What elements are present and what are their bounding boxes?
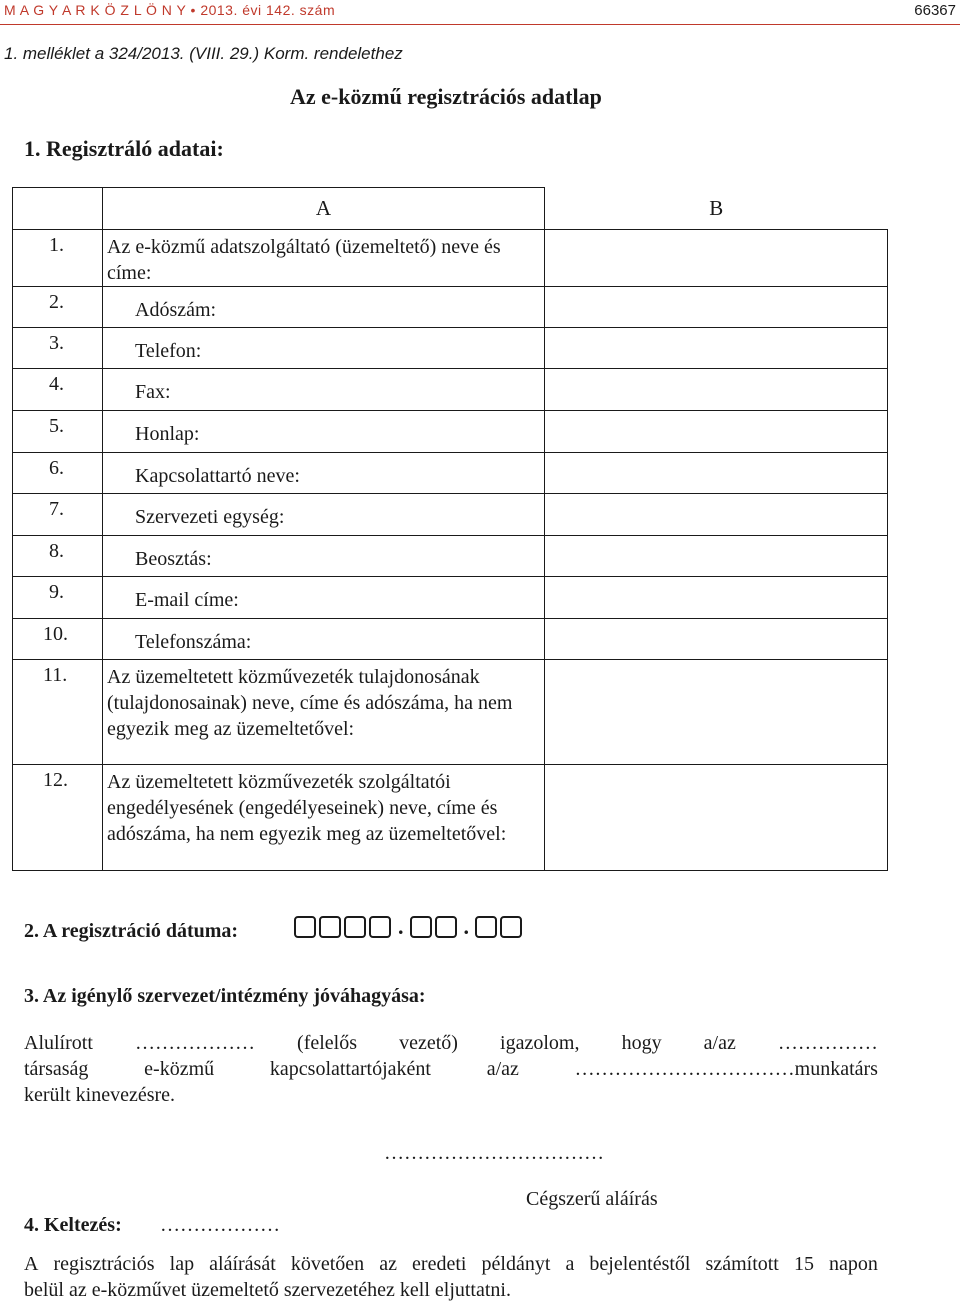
table-row bbox=[13, 411, 888, 453]
footer-word: az bbox=[379, 1253, 397, 1275]
value-cell-10[interactable] bbox=[545, 619, 888, 660]
footer-word: A bbox=[24, 1253, 39, 1275]
row-number: 1. bbox=[13, 230, 103, 287]
approval-word: (felelős bbox=[297, 1032, 358, 1054]
year-digit-box[interactable] bbox=[294, 916, 316, 938]
footer-word: aláírását bbox=[209, 1253, 276, 1275]
footer-word: a bbox=[565, 1253, 575, 1275]
footer-word: példányt bbox=[481, 1253, 551, 1275]
date-place-blank[interactable]: ……………… bbox=[160, 1214, 280, 1236]
column-header-a: A bbox=[103, 188, 545, 230]
approval-line-1 bbox=[24, 1032, 878, 1055]
table-row bbox=[13, 287, 888, 328]
row-label: Honlap: bbox=[103, 411, 545, 453]
footer-word: eredeti bbox=[412, 1253, 467, 1275]
registration-table bbox=[12, 187, 888, 871]
footer-note-line-1 bbox=[24, 1253, 878, 1276]
footer-note-line-2: belül az e-közművet üzemeltető szervezetéhez kell eljuttatni. bbox=[24, 1279, 511, 1301]
signature-label: Cégszerű aláírás bbox=[526, 1188, 658, 1210]
day-digit-box[interactable] bbox=[500, 916, 522, 938]
table-row bbox=[13, 619, 888, 660]
table-row bbox=[13, 369, 888, 411]
value-cell-8[interactable] bbox=[545, 536, 888, 577]
row-number: 8. bbox=[13, 536, 103, 577]
row-label: Az üzemeltetett közművezeték szolgáltatói engedélyesének (engedélyeseinek) neve, címe és adószáma, ha nem egyezik meg az üzemeltetővel: bbox=[103, 765, 545, 871]
row-number: 11. bbox=[13, 660, 103, 765]
page-number: 66367 bbox=[914, 2, 956, 19]
value-cell-5[interactable] bbox=[545, 411, 888, 453]
value-cell-12[interactable] bbox=[545, 765, 888, 871]
approval-word: a/az bbox=[703, 1032, 736, 1054]
table-row bbox=[13, 536, 888, 577]
section3-title: 3. Az igénylő szervezet/intézmény jóváhagyása: bbox=[24, 985, 426, 1007]
table-row bbox=[13, 660, 888, 765]
row-number: 2. bbox=[13, 287, 103, 328]
table-row bbox=[13, 453, 888, 494]
year-digit-box[interactable] bbox=[369, 916, 391, 938]
row-label: Telefon: bbox=[103, 328, 545, 369]
table-row bbox=[13, 494, 888, 536]
signature-line[interactable]: …………………………… bbox=[384, 1142, 604, 1164]
approval-word: hogy bbox=[621, 1032, 662, 1054]
row-number: 7. bbox=[13, 494, 103, 536]
table-row bbox=[13, 328, 888, 369]
footer-word: számított bbox=[705, 1253, 779, 1275]
value-cell-3[interactable] bbox=[545, 328, 888, 369]
approval-line-3: került kinevezésre. bbox=[24, 1084, 176, 1106]
value-cell-4[interactable] bbox=[545, 369, 888, 411]
approval-word: Alulírott bbox=[24, 1032, 93, 1054]
value-cell-9[interactable] bbox=[545, 577, 888, 619]
table-row bbox=[13, 765, 888, 871]
footer-word: lap bbox=[169, 1253, 195, 1275]
value-cell-11[interactable] bbox=[545, 660, 888, 765]
footer-word: bejelentéstől bbox=[589, 1253, 691, 1275]
approval-word: e-közmű bbox=[144, 1058, 215, 1080]
footer-word: 15 bbox=[793, 1253, 814, 1275]
year-digit-box[interactable] bbox=[344, 916, 366, 938]
employee-blank[interactable]: ……………………………munkatárs bbox=[574, 1058, 878, 1080]
row-label: Az e-közmű adatszolgáltató (üzemeltető) neve és címe: bbox=[103, 230, 545, 287]
approval-word: kapcsolattartójaként bbox=[269, 1058, 431, 1080]
row-number: 12. bbox=[13, 765, 103, 871]
table-corner-cell bbox=[13, 188, 103, 230]
table-row bbox=[13, 577, 888, 619]
row-number: 6. bbox=[13, 453, 103, 494]
footer-word: regisztrációs bbox=[53, 1253, 155, 1275]
row-number: 5. bbox=[13, 411, 103, 453]
row-label: Kapcsolattartó neve: bbox=[103, 453, 545, 494]
name-blank[interactable]: ……………… bbox=[134, 1032, 255, 1054]
row-number: 10. bbox=[13, 619, 103, 660]
approval-word: a/az bbox=[486, 1058, 519, 1080]
row-label: Adószám: bbox=[103, 287, 545, 328]
row-label: Fax: bbox=[103, 369, 545, 411]
approval-line-2 bbox=[24, 1058, 878, 1081]
month-digit-box[interactable] bbox=[435, 916, 457, 938]
row-number: 9. bbox=[13, 577, 103, 619]
year-digit-box[interactable] bbox=[319, 916, 341, 938]
row-label: Beosztás: bbox=[103, 536, 545, 577]
approval-word: vezető) bbox=[399, 1032, 458, 1054]
value-cell-6[interactable] bbox=[545, 453, 888, 494]
table-row bbox=[13, 230, 888, 287]
publication-header: M A G Y A R K Ö Z L Ö N Y • 2013. évi 142. szám bbox=[4, 2, 336, 18]
value-cell-2[interactable] bbox=[545, 287, 888, 328]
month-digit-box[interactable] bbox=[410, 916, 432, 938]
row-number: 4. bbox=[13, 369, 103, 411]
form-title: Az e-közmű regisztrációs adatlap bbox=[290, 84, 602, 109]
row-label: Szervezeti egység: bbox=[103, 494, 545, 536]
row-label: Telefonszáma: bbox=[103, 619, 545, 660]
footer-word: napon bbox=[829, 1253, 878, 1275]
section1-title: 1. Regisztráló adatai: bbox=[24, 136, 224, 161]
value-cell-7[interactable] bbox=[545, 494, 888, 536]
row-label: Az üzemeltetett közművezeték tulajdonosának (tulajdonosainak) neve, címe és adószáma, ha nem egyezik meg az üzemeltetővel: bbox=[103, 660, 545, 765]
annex-reference: 1. melléklet a 324/2013. (VIII. 29.) Korm. rendelethez bbox=[4, 44, 403, 63]
value-cell-1[interactable] bbox=[545, 230, 888, 287]
header-rule bbox=[0, 24, 960, 25]
section4-title: 4. Keltezés: bbox=[24, 1214, 122, 1236]
column-header-b: B bbox=[545, 188, 888, 230]
row-number: 3. bbox=[13, 328, 103, 369]
approval-word: társaság bbox=[24, 1058, 89, 1080]
footer-word: követően bbox=[290, 1253, 365, 1275]
row-label: E-mail címe: bbox=[103, 577, 545, 619]
section2-title: 2. A regisztráció dátuma: bbox=[24, 920, 239, 942]
registration-date-boxes[interactable] bbox=[294, 916, 525, 946]
date-separator: . bbox=[398, 914, 404, 939]
date-separator: . bbox=[463, 914, 469, 939]
approval-word: igazolom, bbox=[500, 1032, 580, 1054]
company-blank[interactable]: …………… bbox=[777, 1032, 878, 1054]
day-digit-box[interactable] bbox=[475, 916, 497, 938]
